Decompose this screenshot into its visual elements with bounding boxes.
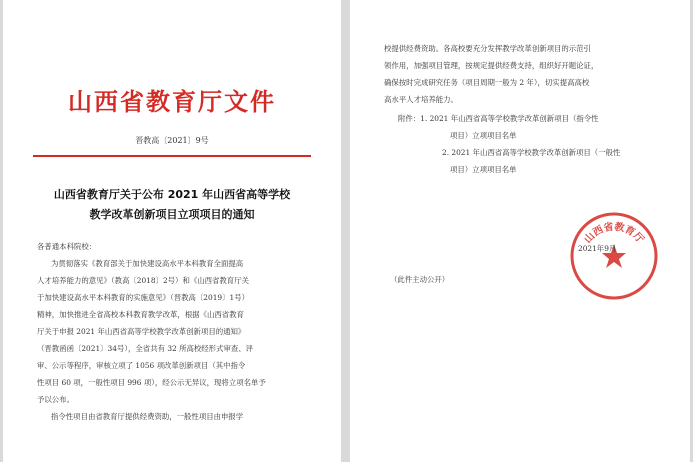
body-line: 精神，加快推进全省高校本科教育教学改革，根据《山西省教育 <box>37 310 244 319</box>
body-line: 于加快建设高水平本科教育的实施意见》（晋教高〔2019〕1号） <box>37 293 249 302</box>
attachment-2-continued: 项目）立项项目名单 <box>450 165 517 174</box>
attachment-1: 附件：1. 2021 年山西省高等学校教学改革创新项目（指令性 <box>398 114 599 123</box>
attachment-1-continued: 项目）立项项目名单 <box>450 131 517 140</box>
document-page-2 <box>350 0 690 462</box>
seal-text: 山西省教育厅 <box>582 221 646 246</box>
red-divider-line <box>33 155 311 157</box>
body-line: 予以公布。 <box>37 395 74 404</box>
salutation: 各普通本科院校： <box>37 242 97 251</box>
document-header-title: 山西省教育厅文件 <box>68 88 276 116</box>
body-line: 确保按时完成研究任务（项目周期一般为 2 年），切实提高高校 <box>384 78 590 87</box>
notice-title-line-2: 教学改革创新项目立项项目的通知 <box>89 208 255 221</box>
body-line: 领作用，加强项目管理，按规定提供经费支持，组织好开题论证， <box>384 61 599 70</box>
body-line: 高水平人才培养能力。 <box>384 95 458 104</box>
body-line: 人才培养能力的意见》（教高〔2018〕2号）和《山西省教育厅关 <box>37 276 249 285</box>
body-line: （晋教函函〔2021〕34号），全省共有 32 所高校经形式审查、评 <box>37 344 253 353</box>
body-line: 为贯彻落实《教育部关于加快建设高水平本科教育全面提高 <box>51 259 244 268</box>
document-number: 晋教高〔2021〕9号 <box>135 136 209 145</box>
document-page-1 <box>3 0 341 462</box>
issue-date: 2021年9月 <box>578 244 617 253</box>
body-line: 厅关于申报 2021 年山西省高等学校教学改革创新项目的通知》 <box>37 327 246 336</box>
public-disclosure-note: （此件主动公开） <box>390 275 450 284</box>
notice-title-line-1: 山西省教育厅关于公布 2021 年山西省高等学校 <box>53 188 291 201</box>
attachment-2: 2. 2021 年山西省高等学校教学改革创新项目（一般性 <box>442 148 621 157</box>
body-line: 校提供经费资助。各高校要充分发挥教学改革创新项目的示范引 <box>384 44 591 53</box>
body-line: 指令性项目由省教育厅提供经费资助，一般性项目由申报学 <box>51 412 244 421</box>
body-line: 性项目 60 项，一般性项目 996 项），经公示无异议，现将立项名单予 <box>37 378 266 387</box>
body-line: 审、公示等程序，审核立项了 1056 项改革创新项目（其中指令 <box>37 361 246 370</box>
